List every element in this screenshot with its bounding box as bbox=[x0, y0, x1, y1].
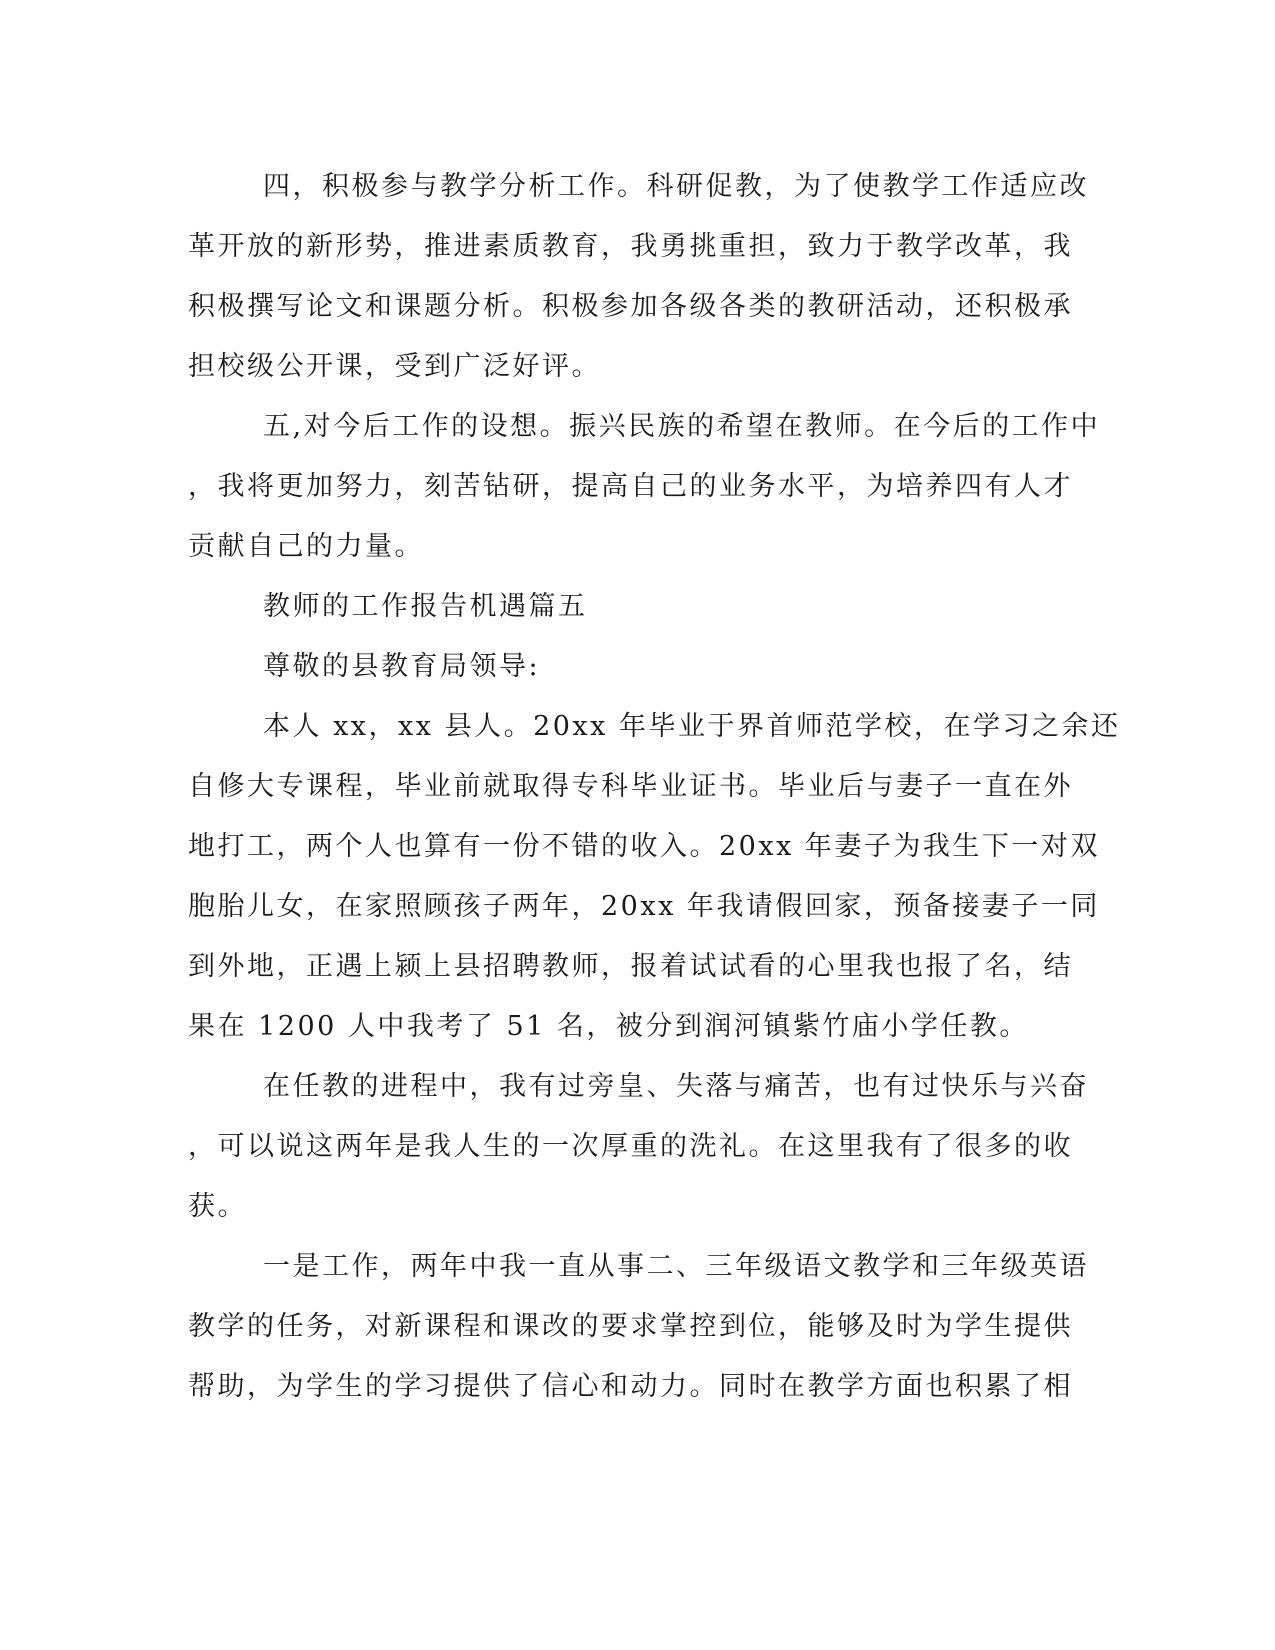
text-line: 地打工，两个人也算有一份不错的收入。20xx 年妻子为我生下一对双 bbox=[188, 831, 1100, 862]
text-line: 帮助，为学生的学习提供了信心和动力。同时在教学方面也积累了相 bbox=[188, 1371, 1073, 1402]
text-line: 教学的任务，对新课程和课改的要求掌控到位，能够及时为学生提供 bbox=[188, 1311, 1073, 1342]
text-line: 在任教的进程中，我有过旁皇、失落与痛苦，也有过快乐与兴奋 bbox=[263, 1071, 1089, 1102]
section-heading: 教师的工作报告机遇篇五 bbox=[263, 591, 588, 622]
text-line: 到外地，正遇上颍上县招聘教师，报着试试看的心里我也报了名，结 bbox=[188, 951, 1073, 982]
text-line: 获。 bbox=[188, 1191, 247, 1222]
text-line: 自修大专课程，毕业前就取得专科毕业证书。毕业后与妻子一直在外 bbox=[188, 771, 1073, 802]
salutation: 尊敬的县教育局领导: bbox=[263, 651, 541, 682]
text-line: ，我将更加努力，刻苦钻研，提高自己的业务水平，为培养四有人才 bbox=[188, 471, 1073, 502]
text-line: 贡献自己的力量。 bbox=[188, 531, 424, 562]
text-line: 四，积极参与教学分析工作。科研促教，为了使教学工作适应改 bbox=[263, 171, 1089, 202]
text-line: 果在 1200 人中我考了 51 名，被分到润河镇紫竹庙小学任教。 bbox=[188, 1011, 1029, 1042]
text-line: 革开放的新形势，推进素质教育，我勇挑重担，致力于教学改革，我 bbox=[188, 231, 1073, 262]
text-line: 一是工作，两年中我一直从事二、三年级语文教学和三年级英语 bbox=[263, 1251, 1089, 1282]
text-line: 五,对今后工作的设想。振兴民族的希望在教师。在今后的工作中 bbox=[263, 411, 1101, 442]
text-line: 担校级公开课，受到广泛好评。 bbox=[188, 351, 601, 382]
text-line: 胞胎儿女，在家照顾孩子两年，20xx 年我请假回家，预备接妻子一同 bbox=[188, 891, 1100, 922]
text-line: 积极撰写论文和课题分析。积极参加各级各类的教研活动，还积极承 bbox=[188, 291, 1073, 322]
text-line: 本人 xx，xx 县人。20xx 年毕业于界首师范学校，在学习之余还 bbox=[263, 711, 1121, 742]
text-line: ，可以说这两年是我人生的一次厚重的洗礼。在这里我有了很多的收 bbox=[188, 1131, 1073, 1162]
